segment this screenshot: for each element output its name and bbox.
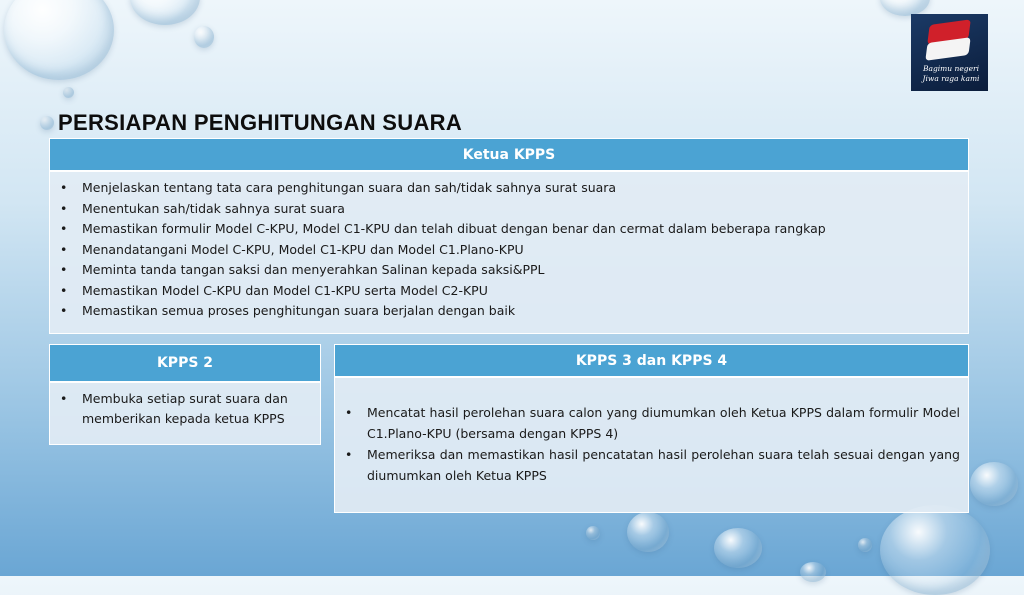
list-item: • Mencatat hasil perolehan suara calon yang diumumkan oleh Ketua KPPS dalam formulir Model C1.Plano-KPU (bersama dengan KPPS 4)	[335, 402, 968, 444]
bubble-decoration	[880, 505, 990, 595]
list-item: • Menentukan sah/tidak sahnya surat suara	[50, 199, 968, 220]
kpps-3-4-header: KPPS 3 dan KPPS 4	[335, 345, 968, 378]
list-item: • Membuka setiap surat suara dan memberikan kepada ketua KPPS	[50, 389, 320, 429]
bubble-decoration	[194, 26, 214, 48]
ketua-kpps-header: Ketua KPPS	[50, 139, 968, 172]
bubble-decoration	[714, 528, 762, 568]
logo-line-2: Jiwa raga kami	[922, 74, 980, 83]
ketua-kpps-panel	[50, 139, 968, 333]
kpps-2-header: KPPS 2	[50, 345, 320, 383]
list-item: • Menandatangani Model C-KPU, Model C1-KPU dan Model C1.Plano-KPU	[50, 240, 968, 261]
ketua-kpps-list	[50, 172, 968, 322]
bubble-decoration	[858, 538, 872, 552]
list-item: • Memeriksa dan memastikan hasil pencatatan hasil perolehan suara telah sesuai dengan yang diumumkan oleh Ketua KPPS	[335, 444, 968, 486]
bubble-decoration	[970, 462, 1018, 506]
bubble-decoration	[63, 87, 74, 98]
bubble-decoration	[4, 0, 114, 80]
kpps-3-4-list	[335, 378, 968, 486]
list-item: • Memastikan Model C-KPU dan Model C1-KPU serta Model C2-KPU	[50, 281, 968, 302]
page-title: PERSIAPAN PENGHITUNGAN SUARA	[58, 110, 463, 135]
bubble-decoration	[800, 562, 826, 582]
kpps-2-panel	[50, 345, 320, 444]
list-item: • Memastikan semua proses penghitungan suara berjalan dengan baik	[50, 301, 968, 322]
logo-caption	[915, 64, 987, 84]
bubble-decoration	[130, 0, 200, 25]
list-item: • Memastikan formulir Model C-KPU, Model C1-KPU dan telah dibuat dengan benar dan cermat dalam beberapa rangkap	[50, 219, 968, 240]
bubble-decoration	[586, 526, 600, 540]
logo-line-1: Bagimu negeri	[922, 64, 979, 73]
flag-logo	[911, 14, 988, 91]
kpps-2-list	[50, 383, 320, 429]
list-item: • Meminta tanda tangan saksi dan menyerahkan Salinan kepada saksi&PPL	[50, 260, 968, 281]
list-item: • Menjelaskan tentang tata cara penghitungan suara dan sah/tidak sahnya surat suara	[50, 178, 968, 199]
bubble-decoration	[40, 116, 54, 130]
kpps-3-4-panel	[335, 345, 968, 512]
bubble-decoration	[627, 512, 669, 552]
